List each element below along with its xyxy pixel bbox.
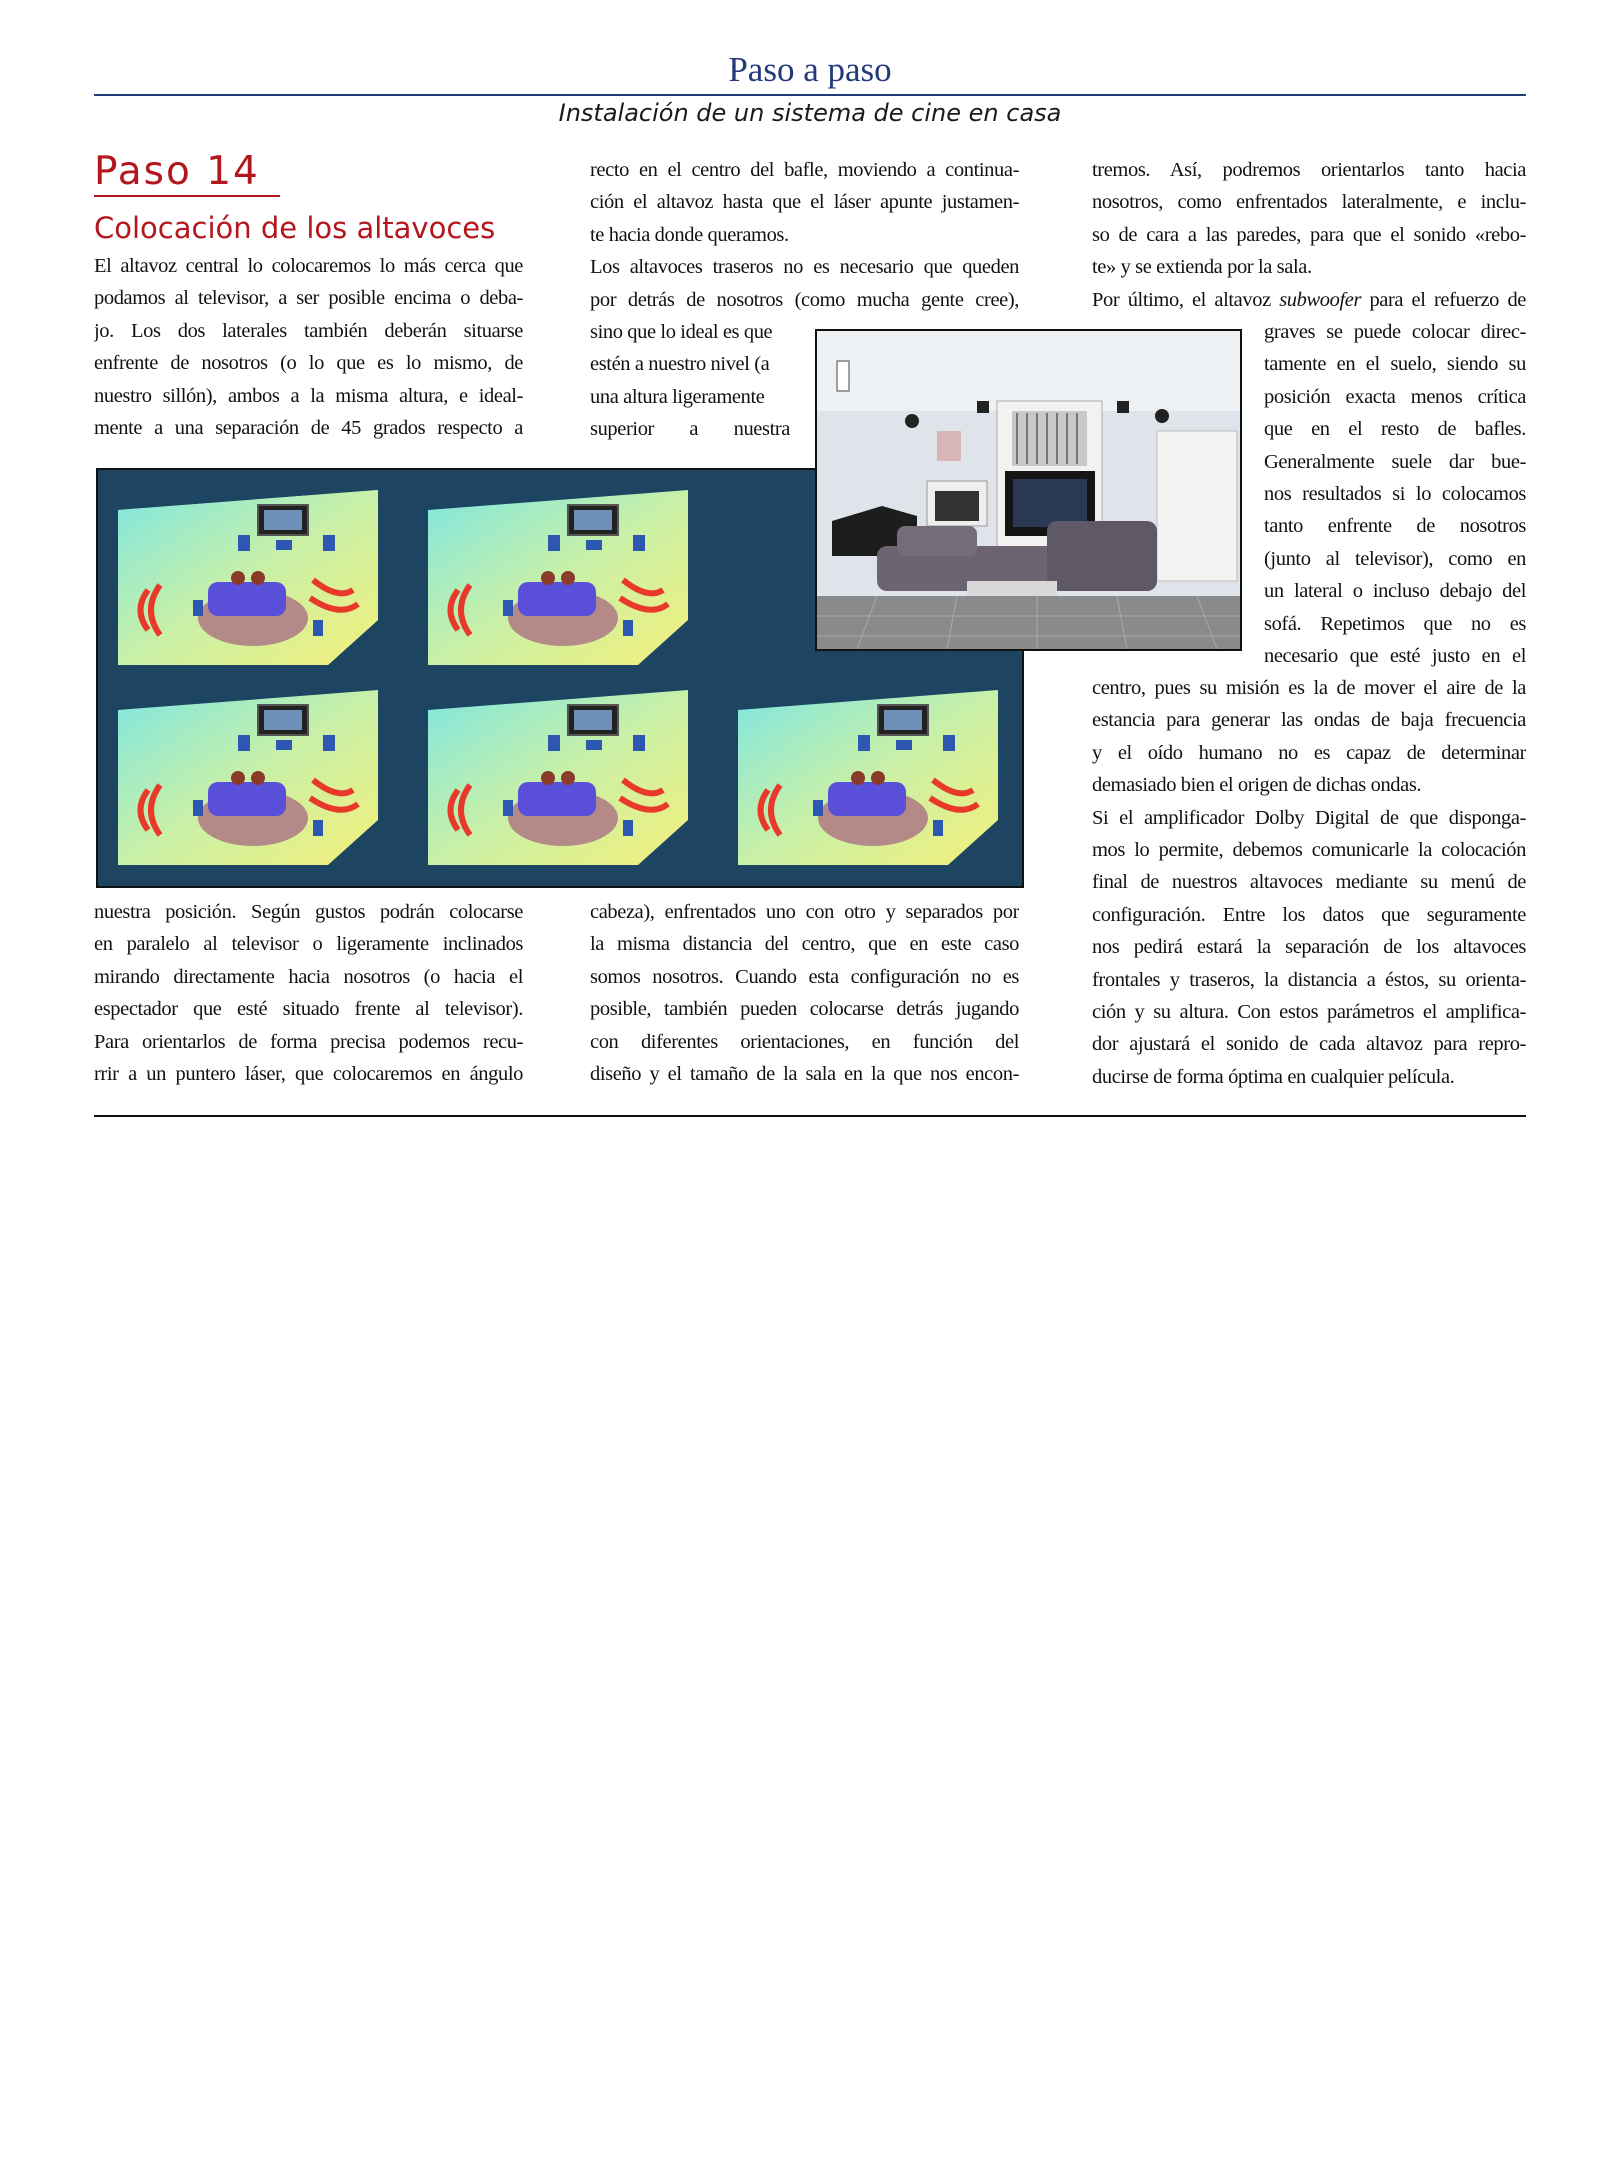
text-line: estancia para generar las ondas de baja frecuencia — [1092, 709, 1526, 732]
step-title: Paso 14 — [94, 149, 260, 194]
text-line: Generalmente suele dar bue- — [1264, 450, 1526, 473]
column-2-bottom — [590, 896, 1019, 1090]
column-1-bottom — [94, 896, 523, 1090]
running-head: Paso a paso — [728, 50, 892, 89]
text-line: Para orientarlos de forma precisa podemos recu- — [94, 1030, 523, 1053]
step-title-underline — [94, 195, 280, 197]
text-line: so de cara a las paredes, para que el sonido «rebo- — [1092, 223, 1526, 246]
text-line: (junto al televisor), como en — [1264, 547, 1526, 570]
text-line: Los altavoces traseros no es necesario que queden — [590, 256, 1019, 279]
text-line: mente a una separación de 45 grados respecto a — [94, 416, 523, 439]
text-line: posición exacta menos crítica — [1264, 385, 1526, 408]
text-line: Si el amplificador Dolby Digital de que disponga- — [1092, 806, 1526, 829]
text-line: posible, también pueden colocarse detrás jugando — [590, 998, 1019, 1021]
header-rule — [94, 94, 1526, 96]
text-line: nos pedirá estará la separación de los altavoces — [1092, 936, 1526, 959]
text-line: ción y su altura. Con estos parámetros el amplifica- — [1092, 1000, 1526, 1023]
text-line: El altavoz central lo colocaremos lo más cerca que — [94, 255, 523, 277]
text-line: final de nuestros altavoces mediante su menú de — [1092, 871, 1526, 894]
text-line: centro, pues su misión es la de mover el aire de la — [1092, 677, 1526, 699]
text-line: estén a nuestro nivel (a — [590, 353, 770, 376]
text-line: cabeza), enfrentados uno con otro y separados por — [590, 901, 1019, 923]
text-line: nos resultados si lo colocamos — [1264, 482, 1526, 505]
column-1-top — [94, 250, 523, 444]
text-line: jo. Los dos laterales también deberán situarse — [94, 319, 523, 342]
text-fragment: Por último, el altavoz — [1092, 288, 1280, 311]
footer-rule — [94, 1115, 1526, 1117]
column-2-narrow — [590, 316, 790, 446]
text-line: con diferentes orientaciones, en función del — [590, 1030, 1019, 1053]
document-subtitle: Instalación de un sistema de cine en casa — [558, 99, 1062, 127]
text-line: tremos. Así, podremos orientarlos tanto hacia — [1092, 159, 1526, 181]
text-line: que en el resto de bafles. — [1264, 418, 1526, 441]
text-line: nuestra posición. Según gustos podrán colocarse — [94, 901, 523, 923]
text-line: demasiado bien el origen de dichas ondas. — [1092, 774, 1422, 797]
text-line: una altura ligeramente — [590, 385, 765, 408]
text-line: enfrente de nosotros (o lo que es lo mismo, de — [94, 352, 523, 375]
text-line: te» y se extienda por la sala. — [1092, 256, 1312, 279]
text-line: nosotros, como enfrentados lateralmente, e inclu- — [1092, 191, 1526, 214]
text-line: en paralelo al televisor o ligeramente inclinados — [94, 933, 523, 956]
text-fragment: para el refuerzo de — [1361, 288, 1526, 311]
column-3-top — [1092, 154, 1526, 316]
text-line: mos lo permite, debemos comunicarle la colocación — [1092, 838, 1526, 861]
text-line: sino que lo ideal es que — [590, 321, 773, 343]
text-line: dor ajustará el sonido de cada altavoz para repro- — [1092, 1033, 1526, 1056]
home-theater-photo — [815, 329, 1242, 651]
column-3-narrow — [1264, 316, 1526, 672]
text-line: ción el altavoz hasta que el láser apunte justamen- — [590, 191, 1019, 214]
text-line: configuración. Entre los datos que seguramente — [1092, 903, 1526, 926]
text-line: mirando directamente hacia nosotros (o hacia el — [94, 965, 523, 988]
text-line: somos nosotros. Cuando esta configuración no es — [590, 965, 1019, 988]
text-line: recto en el centro del bafle, moviendo a continua- — [590, 159, 1019, 181]
text-line: graves se puede colocar direc- — [1264, 321, 1526, 343]
subwoofer-term: subwoofer — [1279, 288, 1362, 311]
text-line: te hacia donde queramos. — [590, 223, 789, 246]
text-line: la misma distancia del centro, que en este caso — [590, 933, 1019, 956]
column-3-bottom — [1092, 672, 1526, 1093]
text-line: podamos al televisor, a ser posible encima o deba- — [94, 287, 523, 310]
text-line — [1092, 284, 1526, 316]
text-line: diseño y el tamaño de la sala en la que nos encon- — [590, 1062, 1019, 1085]
text-line: tanto enfrente de nosotros — [1264, 515, 1526, 538]
text-line: y el oído humano no es capaz de determinar — [1092, 741, 1526, 764]
text-line: nuestro sillón), ambos a la misma altura, e ideal- — [94, 384, 523, 407]
text-line: tamente en el suelo, siendo su — [1264, 353, 1526, 376]
text-line: sofá. Repetimos que no es — [1264, 612, 1526, 635]
text-line: frontales y traseros, la distancia a éstos, su orienta- — [1092, 968, 1526, 991]
text-line: necesario que esté justo en el — [1264, 644, 1526, 667]
text-line: espectador que esté situado frente al televisor). — [94, 998, 523, 1021]
text-line: por detrás de nosotros (como mucha gente cree), — [590, 288, 1019, 311]
text-line: ducirse de forma óptima en cualquier película. — [1092, 1065, 1455, 1088]
text-line: rrir a un puntero láser, que colocaremos en ángulo — [94, 1062, 523, 1085]
step-heading: Colocación de los altavoces — [94, 211, 496, 245]
column-2-top — [590, 154, 1019, 316]
text-line: un lateral o incluso debajo del — [1264, 580, 1526, 603]
text-line: superior a nuestra — [590, 418, 790, 441]
